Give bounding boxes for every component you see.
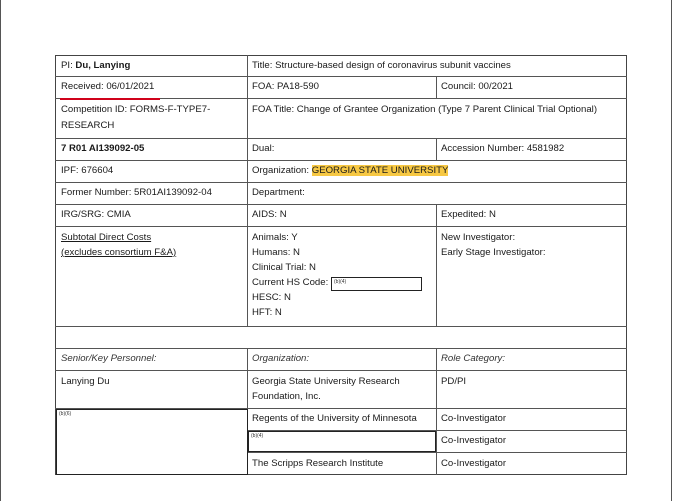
pi-label: PI: <box>61 60 76 71</box>
department-field: Department: <box>252 187 305 198</box>
row-divider <box>55 76 627 77</box>
foa-number: FOA: PA18-590 <box>252 81 320 92</box>
column-divider <box>436 204 437 326</box>
ipf-number: IPF: 676604 <box>61 165 114 176</box>
row-divider <box>55 138 627 139</box>
column-divider <box>436 138 437 160</box>
personnel-role: PD/PI <box>441 376 467 387</box>
accession-number: Accession Number: 4581982 <box>441 143 565 154</box>
row-divider <box>55 326 627 327</box>
animals-field: Animals: Y <box>252 232 298 243</box>
row-divider <box>55 370 627 371</box>
aids-field: AIDS: N <box>252 209 287 220</box>
personnel-organization: Georgia State University Research <box>252 376 400 387</box>
early-stage-investigator-field: Early Stage Investigator: <box>441 247 546 258</box>
pi-field <box>61 59 130 73</box>
competition-id-line2: RESEARCH <box>61 120 115 131</box>
row-divider <box>55 204 627 205</box>
personnel-organization-cont: Foundation, Inc. <box>252 391 321 402</box>
council-date: Council: 00/2021 <box>441 81 514 92</box>
page-edge-left <box>0 0 1 501</box>
organization-value: GEORGIA STATE UNIVERSITY <box>311 165 449 176</box>
clinical-trial-field: Clinical Trial: N <box>252 262 316 273</box>
pi-name: Du, Lanying <box>75 60 131 71</box>
personnel-organization: Regents of the University of Minnesota <box>252 413 417 424</box>
row-divider <box>55 348 627 349</box>
hs-code-redaction-box <box>331 277 422 291</box>
row-divider <box>248 452 627 453</box>
hft-field: HFT: N <box>252 307 282 318</box>
organization-field <box>252 164 448 178</box>
personnel-org-redaction-label: (b)(4) <box>251 433 264 439</box>
column-divider <box>247 55 248 76</box>
personnel-role: Co-Investigator <box>441 413 507 424</box>
hs-code-field: Current HS Code: <box>252 277 329 288</box>
row-divider <box>55 160 627 161</box>
humans-field: Humans: N <box>252 247 300 258</box>
personnel-header-name: Senior/Key Personnel: <box>61 353 157 364</box>
grant-number: 7 R01 AI139092-05 <box>61 143 145 154</box>
personnel-header-organization: Organization: <box>252 353 310 364</box>
personnel-name: Lanying Du <box>61 376 110 387</box>
competition-id-line1: Competition ID: FORMS-F-TYPE7- <box>61 104 211 115</box>
personnel-header-role: Role Category: <box>441 353 505 364</box>
personnel-org-redaction-box <box>248 431 436 452</box>
expedited-field: Expedited: N <box>441 209 496 220</box>
dual-field: Dual: <box>252 143 275 154</box>
page-edge-right <box>671 0 672 501</box>
irg-srg: IRG/SRG: CMIA <box>61 209 131 220</box>
personnel-role: Co-Investigator <box>441 458 507 469</box>
column-divider <box>247 76 248 326</box>
former-number: Former Number: 5R01AI139092-04 <box>61 187 212 198</box>
received-underline-mark <box>60 98 160 100</box>
project-title: Title: Structure-based design of coronavirus subunit vaccines <box>252 60 511 71</box>
new-investigator-field: New Investigator: <box>441 232 516 243</box>
row-divider <box>55 182 627 183</box>
personnel-organization: The Scripps Research Institute <box>252 458 384 469</box>
personnel-names-redaction-label: (b)(6) <box>59 411 72 417</box>
received-date: Received: 06/01/2021 <box>61 81 155 92</box>
column-divider <box>436 348 437 475</box>
column-divider <box>436 76 437 98</box>
personnel-role: Co-Investigator <box>441 435 507 446</box>
hesc-field: HESC: N <box>252 292 291 303</box>
personnel-names-redaction-box <box>56 409 248 475</box>
organization-label: Organization: <box>252 165 312 176</box>
foa-title: FOA Title: Change of Grantee Organization (Type 7 Parent Clinical Trial Optional) <box>252 104 598 115</box>
row-divider <box>55 226 627 227</box>
hs-code-redaction-label: (b)(4) <box>334 279 347 285</box>
subtotal-direct-costs-line1: Subtotal Direct Costs <box>61 232 152 243</box>
subtotal-direct-costs-line2: (excludes consortium F&A) <box>61 247 177 258</box>
